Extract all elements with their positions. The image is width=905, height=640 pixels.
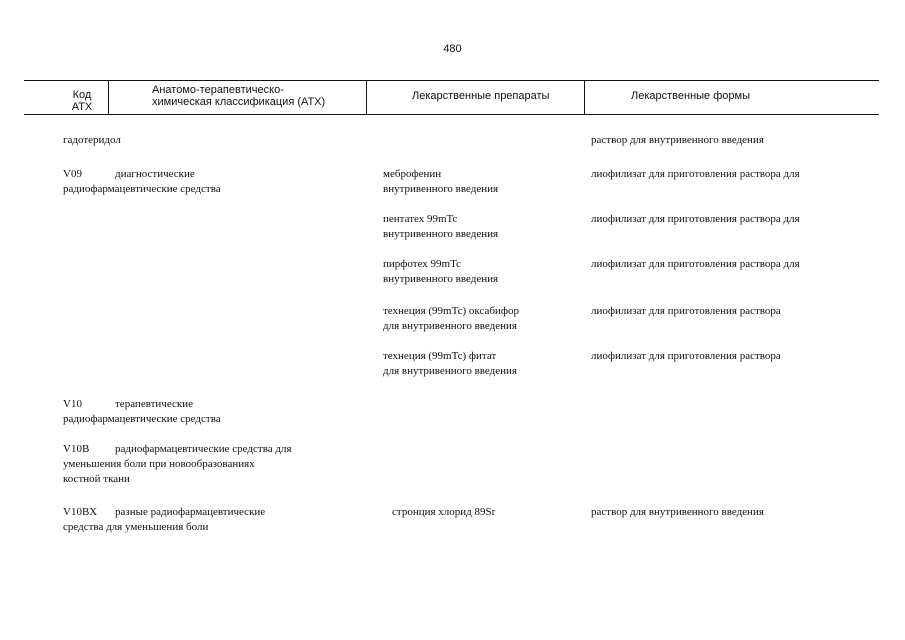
table-header-top-rule [24, 80, 879, 81]
atx-code: V10B [63, 443, 90, 455]
drug-name: меброфенин внутривенного введения [383, 168, 499, 195]
header-code-line1: Код [72, 89, 92, 101]
atx-entry [63, 167, 221, 197]
atx-class-name-cont: радиофармацевтические средства [63, 183, 221, 195]
dosage-form: лиофилизат для приготовления раствора [591, 350, 781, 362]
dosage-form: раствор для внутривенного введения [591, 134, 764, 146]
atx-class-name-cont: средства для уменьшения боли [63, 521, 209, 533]
atx-class-name: диагностические [115, 168, 195, 180]
dosage-form: лиофилизат для приготовления раствора для [591, 168, 800, 180]
drug-name: технеция (99mTc) фитат для внутривенного введения [383, 350, 517, 377]
class-name: гадотеридол [63, 134, 121, 146]
dosage-form: лиофилизат для приготовления раствора для [591, 258, 800, 270]
atx-entry [63, 397, 221, 427]
atx-class-name: разные радиофармацевтические [115, 506, 266, 518]
header-atx-line1: Анатомо-терапевтическо- [152, 84, 284, 96]
atx-class-name-cont: костной ткани [63, 473, 130, 485]
header-drugs-column: Лекарственные препараты [412, 90, 550, 102]
atx-entry [63, 505, 265, 535]
header-atx-column [152, 84, 367, 108]
atx-class-name: терапевтические [115, 398, 193, 410]
table-header-bottom-rule [24, 114, 879, 115]
atx-entry [63, 442, 292, 487]
dosage-form: лиофилизат для приготовления раствора [591, 305, 781, 317]
drug-name: пирфотех 99mTc внутривенного введения [383, 258, 499, 285]
dosage-form: лиофилизат для приготовления раствора для [591, 213, 800, 225]
header-code-column [62, 89, 102, 113]
atx-code: V10BX [63, 506, 98, 518]
header-column-divider [584, 80, 585, 114]
page-number: 480 [443, 43, 462, 55]
header-forms-column: Лекарственные формы [631, 90, 750, 102]
atx-code: V09 [63, 168, 82, 180]
header-column-divider [108, 80, 109, 114]
drug-name: стронция хлорид 89Sr [392, 506, 496, 518]
atx-class-name: радиофармацевтические средства для [115, 443, 292, 455]
header-code-line2: АТХ [71, 101, 93, 113]
dosage-form: раствор для внутривенного введения [591, 506, 764, 518]
atx-class-name-cont: радиофармацевтические средства [63, 413, 221, 425]
drug-name: технеция (99mTc) оксабифор для внутривенного введения [383, 305, 519, 332]
header-atx-line2: химическая классификация (АТХ) [152, 96, 326, 108]
atx-class-name-cont: уменьшения боли при новообразованиях [63, 458, 255, 470]
atx-code: V10 [63, 398, 82, 410]
drug-name: пентатех 99mTc внутривенного введения [383, 213, 499, 240]
